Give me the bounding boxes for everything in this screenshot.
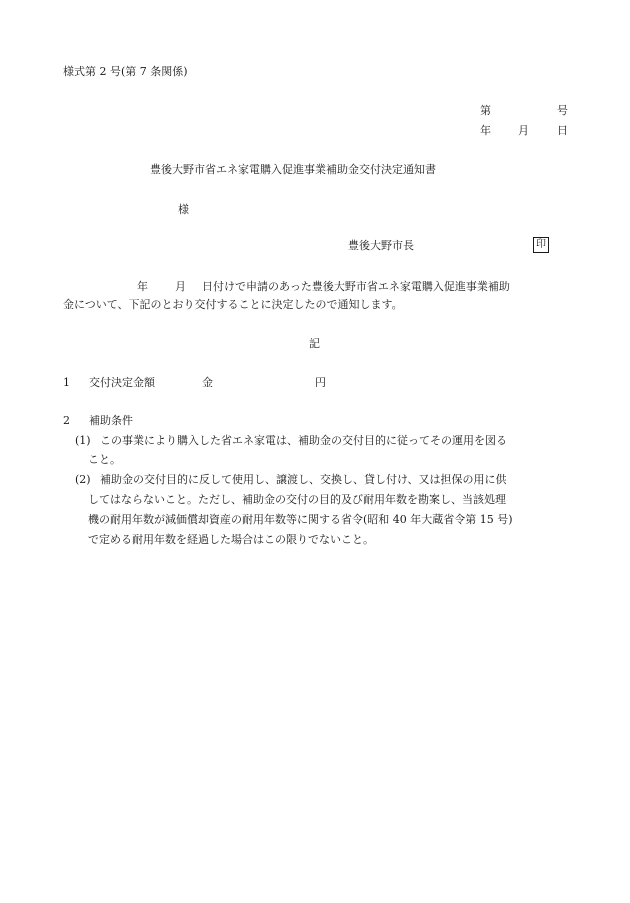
issuer-name: 豊後大野市長 <box>348 239 414 252</box>
condition-2-number: (2) <box>75 473 91 486</box>
condition-1-line-2: こと。 <box>88 453 121 466</box>
condition-2-line-2: してはならないこと。ただし、補助金の交付の目的及び耐用年数を勘案し、当該処理 <box>88 493 506 506</box>
date-month-label: 月 <box>518 124 529 137</box>
condition-2-line-3: 機の耐用年数が減価償却資産の耐用年数等に関する省令(昭和 40 年大蔵省令第 15 号) <box>88 513 513 526</box>
body-paragraph-line-2: 金について、下記のとおり交付することに決定したので通知します。 <box>63 298 403 311</box>
body-year-label: 年 <box>137 280 148 293</box>
condition-2-line-4: で定める耐用年数を経過した場合はこの限りでないこと。 <box>88 533 374 546</box>
addressee-honorific: 様 <box>178 203 189 216</box>
date-day-label: 日 <box>557 124 568 137</box>
condition-1-line-1: この事業により購入した省エネ家電は、補助金の交付目的に従ってその運用を図る <box>100 434 507 447</box>
seal-stamp: 印 <box>533 237 549 253</box>
date-year-label: 年 <box>480 124 491 137</box>
amount-prefix: 金 <box>202 376 213 389</box>
body-month-label: 月 <box>175 280 186 293</box>
item-2-label: 補助条件 <box>89 414 133 427</box>
condition-2-line-1: 補助金の交付目的に反して使用し、譲渡し、交換し、貸し付け、又は担保の用に供 <box>100 473 507 486</box>
document-number-prefix: 第 <box>480 104 491 117</box>
condition-1-number: (1) <box>75 434 91 447</box>
item-2-number: 2 <box>63 414 70 427</box>
body-line-1-text: 日付けで申請のあった豊後大野市省エネ家電購入促進事業補助 <box>202 280 510 293</box>
item-1-number: 1 <box>63 376 70 389</box>
ki-heading: 記 <box>309 337 320 350</box>
document-number-suffix: 号 <box>557 104 568 117</box>
form-number-label: 様式第 2 号(第 7 条関係) <box>63 65 188 78</box>
amount-suffix: 円 <box>315 376 326 389</box>
document-title: 豊後大野市省エネ家電購入促進事業補助金交付決定通知書 <box>150 163 436 176</box>
item-1-label: 交付決定金額 <box>89 376 155 389</box>
